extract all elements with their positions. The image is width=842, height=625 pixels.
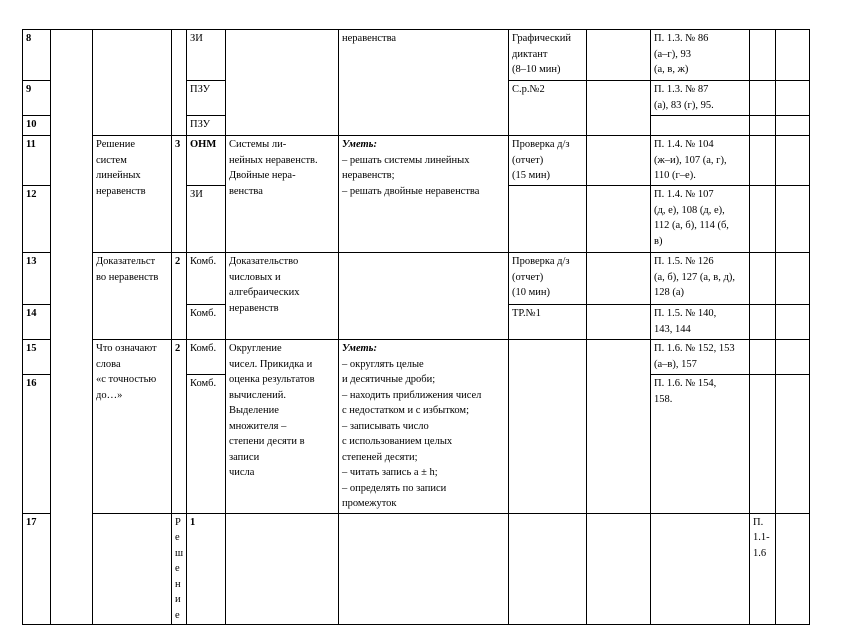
empty-cell — [750, 375, 776, 513]
extra-cell — [587, 30, 651, 81]
homework-cell: П. 1.3. № 87 (а), 83 (г), 95. — [651, 81, 750, 116]
requirements-cell: неравенства — [339, 30, 509, 136]
empty-cell — [750, 305, 776, 340]
empty-cell — [750, 30, 776, 81]
table-row — [23, 30, 810, 81]
requirements-title: Уметь: — [342, 139, 377, 150]
lesson-number: 11 — [23, 136, 51, 186]
topic-cell — [93, 30, 172, 136]
extra-cell — [651, 513, 750, 625]
homework-cell: П. 1.1-1.6 — [750, 513, 776, 625]
topic-cell: Что означают слова «с точностью до…» — [93, 340, 172, 514]
lesson-number: 14 — [23, 305, 51, 340]
empty-cell — [750, 116, 776, 136]
control-cell — [587, 513, 651, 625]
empty-cell — [750, 340, 776, 375]
requirements-cell — [339, 253, 509, 340]
homework-cell: П. 1.4. № 107 (д, е), 108 (д, е), 112 (а, б), 114 (б, в) — [651, 186, 750, 253]
lesson-type: ОНМ — [187, 136, 226, 186]
homework-cell: П. 1.6. № 152, 153 (а–в), 157 — [651, 340, 750, 375]
control-cell — [509, 340, 587, 514]
lesson-type: ЗИ — [187, 30, 226, 81]
hours-cell — [172, 30, 187, 136]
empty-cell — [776, 116, 810, 136]
lesson-type: ЗИ — [187, 186, 226, 253]
homework-cell: П. 1.5. № 140, 143, 144 — [651, 305, 750, 340]
extra-cell — [587, 253, 651, 305]
lesson-type: Комб. — [187, 253, 226, 305]
content-cell — [226, 30, 339, 136]
lesson-number: 15 — [23, 340, 51, 375]
hours-cell: 2 — [172, 340, 187, 514]
empty-cell — [776, 81, 810, 116]
content-cell: Системы ли- нейных неравенств. Двойные нера- венства — [226, 136, 339, 253]
content-cell: Округление чисел. Прикидка и оценка результатов вычислений. Выделение множителя – степени десяти в записи числа — [226, 340, 339, 514]
empty-cell — [776, 375, 810, 513]
control-cell — [509, 186, 587, 253]
lesson-type: Комб. — [187, 375, 226, 513]
control-cell: С.р.№2 — [509, 81, 587, 136]
hours-cell: 1 — [187, 513, 226, 625]
lesson-type: ПЗУ — [187, 81, 226, 116]
extra-cell — [587, 186, 651, 253]
control-cell: ТР.№1 — [509, 305, 587, 340]
homework-cell: П. 1.5. № 126 (а, б), 127 (а, в, д), 128 (а) — [651, 253, 750, 305]
topic-cell: Доказательст во неравенств — [93, 253, 172, 340]
lesson-type: Комб. — [187, 340, 226, 375]
homework-cell: П. 1.6. № 154, 158. — [651, 375, 750, 513]
lesson-type: Комб. — [187, 305, 226, 340]
empty-cell — [776, 30, 810, 81]
lesson-number: 17 — [23, 513, 51, 625]
control-cell: Проверка д/з (отчет) (15 мин) — [509, 136, 587, 186]
content-cell — [339, 513, 509, 625]
lesson-number: 10 — [23, 116, 51, 136]
empty-cell — [776, 253, 810, 305]
empty-cell — [750, 136, 776, 186]
hours-cell: 2 — [172, 253, 187, 340]
requirements-title: Уметь: — [342, 343, 377, 354]
extra-cell — [587, 305, 651, 340]
requirements-cell: Уметь: – округлять целые и десятичные дроби; – находить приближения чисел с недостатком и с избытком; – записывать число с использованием целых степеней десяти; – читать запись a ± h; – определять по записи промежуток — [339, 340, 509, 514]
table-row — [23, 136, 810, 186]
lesson-number: 16 — [23, 375, 51, 513]
requirements-cell — [509, 513, 587, 625]
table-row — [23, 253, 810, 305]
extra-cell — [587, 340, 651, 514]
lesson-number: 9 — [23, 81, 51, 116]
empty-cell — [776, 305, 810, 340]
topic-cell: Решение систем линейных неравенств — [93, 136, 172, 253]
empty-cell — [776, 136, 810, 186]
empty-cell — [776, 186, 810, 253]
lesson-number: 12 — [23, 186, 51, 253]
lesson-number: 8 — [23, 30, 51, 81]
table-row — [23, 340, 810, 375]
topic-cell: Решение — [172, 513, 187, 625]
empty-cell — [750, 81, 776, 116]
content-cell: Доказательство числовых и алгебраических неравенств — [226, 253, 339, 340]
empty-cell — [776, 513, 810, 625]
requirements-cell: Уметь: – решать системы линейных неравенств; – решать двойные неравенства — [339, 136, 509, 253]
control-cell: Проверка д/з (отчет) (10 мин) — [509, 253, 587, 305]
empty-cell — [750, 186, 776, 253]
date-column-cell — [93, 513, 172, 625]
lesson-plan-table — [22, 29, 810, 625]
empty-cell — [750, 253, 776, 305]
extra-cell — [587, 136, 651, 186]
hours-cell: 3 — [172, 136, 187, 253]
lesson-type — [226, 513, 339, 625]
control-cell: Графический диктант (8–10 мин) — [509, 30, 587, 81]
extra-cell — [587, 81, 651, 136]
homework-cell — [651, 116, 750, 136]
table-row — [23, 513, 810, 625]
lesson-type: ПЗУ — [187, 116, 226, 136]
lesson-number: 13 — [23, 253, 51, 305]
date-column-cell — [51, 30, 93, 625]
homework-cell: П. 1.3. № 86 (а–г), 93 (а, в, ж) — [651, 30, 750, 81]
homework-cell: П. 1.4. № 104 (ж–и), 107 (а, г), 110 (г–е). — [651, 136, 750, 186]
empty-cell — [776, 340, 810, 375]
